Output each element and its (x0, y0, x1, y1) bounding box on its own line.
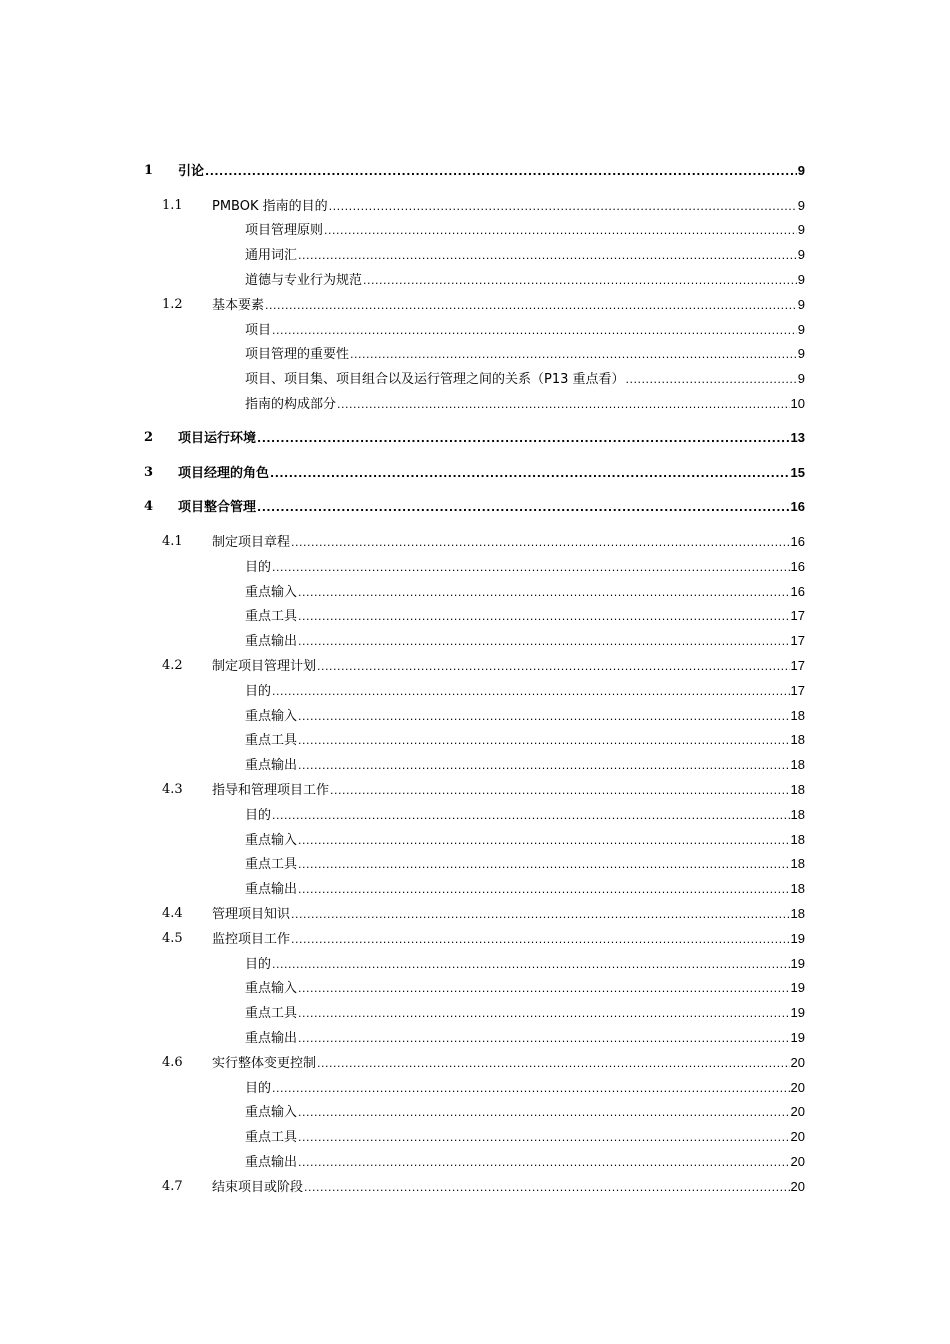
toc-leader-line (212, 195, 805, 218)
dot-leader (298, 245, 797, 267)
toc-entry-title: 重点输入 (245, 981, 298, 997)
toc-page-number: 20 (790, 1079, 805, 1095)
dot-leader (298, 830, 790, 852)
dot-leader (272, 954, 790, 976)
toc-page-number: 19 (790, 1029, 805, 1045)
dot-leader (298, 1152, 790, 1174)
toc-entry[interactable] (0, 531, 950, 553)
dot-leader (291, 904, 790, 926)
toc-entry-number: 4 (144, 499, 154, 515)
toc-leader-line (178, 160, 805, 183)
toc-entry[interactable] (0, 1126, 950, 1148)
toc-entry[interactable] (0, 160, 950, 182)
toc-entry-title: 重点输出 (245, 882, 298, 898)
toc-entry-title: 项目 (245, 322, 272, 338)
toc-page-number: 9 (797, 271, 805, 287)
toc-entry-title: 项目运行环境 (178, 431, 257, 447)
toc-entry-title: 道德与专业行为规范 (245, 272, 363, 288)
toc-leader-line (212, 294, 805, 317)
toc-entry-title: 目的 (245, 956, 272, 972)
toc-page-number: 9 (797, 163, 805, 178)
toc-page-number: 16 (790, 583, 805, 599)
toc-entry-title: 目的 (245, 807, 272, 823)
toc-entry[interactable] (0, 343, 950, 365)
dot-leader (304, 1177, 790, 1199)
toc-leader-line (245, 953, 805, 976)
toc-page-number: 17 (790, 633, 805, 649)
toc-entry-title: 项目整合管理 (178, 500, 257, 516)
toc-entry[interactable] (0, 1077, 950, 1099)
toc-page-number: 18 (790, 707, 805, 723)
dot-leader (298, 706, 790, 728)
toc-leader-line (245, 1101, 805, 1124)
toc-page-number: 18 (790, 781, 805, 797)
toc-entry-title: 项目管理原则 (245, 223, 324, 239)
toc-entry[interactable] (0, 1052, 950, 1074)
dot-leader (298, 755, 790, 777)
toc-leader-line (245, 754, 805, 777)
toc-leader-line (178, 427, 805, 450)
toc-leader-line (245, 977, 805, 1000)
toc-page-number: 9 (797, 371, 805, 387)
dot-leader (298, 582, 790, 604)
toc-entry[interactable] (0, 605, 950, 627)
dot-leader (317, 656, 790, 678)
toc-leader-line (212, 655, 805, 678)
toc-leader-line (212, 928, 805, 951)
toc-entry-title: PMBOK 指南的目的 (212, 198, 328, 214)
toc-entry[interactable] (0, 655, 950, 677)
toc-entry[interactable] (0, 729, 950, 751)
dot-leader (298, 978, 790, 1000)
dot-leader (329, 196, 797, 218)
toc-page-number: 20 (790, 1054, 805, 1070)
toc-leader-line (245, 804, 805, 827)
dot-leader (272, 557, 790, 579)
toc-leader-line (178, 496, 805, 519)
toc-entry-title: 目的 (245, 1080, 272, 1096)
toc-entry[interactable] (0, 953, 950, 975)
toc-entry[interactable] (0, 269, 950, 291)
toc-entry-title: 重点工具 (245, 1006, 298, 1022)
toc-leader-line (245, 605, 805, 628)
toc-leader-line (212, 903, 805, 926)
toc-entry[interactable] (0, 1151, 950, 1173)
dot-leader (205, 161, 797, 183)
dot-leader (298, 606, 790, 628)
toc-entry-title: 实行整体变更控制 (212, 1055, 317, 1071)
toc-entry-number: 4.2 (162, 657, 183, 673)
toc-page-number: 15 (790, 464, 805, 480)
dot-leader (317, 1053, 790, 1075)
toc-page-number: 19 (790, 955, 805, 971)
toc-entry-title: 重点工具 (245, 733, 298, 749)
toc-entry[interactable] (0, 195, 950, 217)
toc-leader-line (245, 630, 805, 653)
toc-page-number: 9 (797, 222, 805, 238)
toc-leader-line (212, 1052, 805, 1075)
toc-entry-title: 重点输出 (245, 1030, 298, 1046)
toc-entry[interactable] (0, 977, 950, 999)
toc-entry-number: 4.5 (162, 930, 183, 946)
toc-leader-line (245, 878, 805, 901)
toc-entry-title: 重点输入 (245, 1105, 298, 1121)
dot-leader (291, 532, 790, 554)
dot-leader (272, 1078, 790, 1100)
dot-leader (298, 1028, 790, 1050)
toc-entry[interactable] (0, 319, 950, 341)
toc-entry-number: 2 (144, 430, 154, 446)
toc-entry-title: 重点输出 (245, 1154, 298, 1170)
toc-page-number: 9 (797, 247, 805, 263)
toc-entry[interactable] (0, 462, 950, 484)
toc-entry-number: 3 (144, 464, 154, 480)
dot-leader (257, 428, 790, 450)
dot-leader (272, 320, 797, 342)
toc-entry[interactable] (0, 496, 950, 518)
toc-entry[interactable] (0, 1002, 950, 1024)
toc-entry-number: 4.4 (162, 905, 183, 921)
dot-leader (272, 805, 790, 827)
toc-entry-title: 指南的构成部分 (245, 396, 337, 412)
toc-leader-line (245, 853, 805, 876)
toc-entry-title: 目的 (245, 559, 272, 575)
toc-entry-number: 4.6 (162, 1054, 183, 1070)
toc-entry-title: 监控项目工作 (212, 931, 291, 947)
toc-entry[interactable] (0, 829, 950, 851)
toc-entry-title: 制定项目管理计划 (212, 658, 317, 674)
toc-page-number: 19 (790, 930, 805, 946)
toc-entry-title: 重点工具 (245, 857, 298, 873)
toc-entry[interactable] (0, 393, 950, 415)
toc-page-number: 18 (790, 856, 805, 872)
toc-leader-line (245, 368, 805, 391)
toc-page-number: 20 (790, 1178, 805, 1194)
toc-page-number: 10 (790, 395, 805, 411)
toc-page-number: 20 (790, 1129, 805, 1145)
toc-entry-title: 项目、项目集、项目组合以及运行管理之间的关系（P13 重点看） (245, 372, 625, 388)
toc-entry[interactable] (0, 219, 950, 241)
toc-leader-line (212, 779, 805, 802)
toc-leader-line (245, 1002, 805, 1025)
toc-entry[interactable] (0, 581, 950, 603)
dot-leader (298, 1127, 790, 1149)
toc-entry-title: 管理项目知识 (212, 906, 291, 922)
toc-leader-line (245, 680, 805, 703)
toc-page-number: 16 (790, 533, 805, 549)
toc-entry-title: 重点工具 (245, 1130, 298, 1146)
toc-entry-title: 项目管理的重要性 (245, 347, 350, 363)
dot-leader (298, 1003, 790, 1025)
dot-leader (298, 631, 790, 653)
toc-entry-title: 重点输出 (245, 758, 298, 774)
toc-leader-line (212, 531, 805, 554)
toc-entry-title: 通用词汇 (245, 248, 298, 264)
toc-leader-line (245, 269, 805, 292)
toc-leader-line (245, 343, 805, 366)
toc-leader-line (245, 219, 805, 242)
toc-entry[interactable] (0, 804, 950, 826)
toc-page-number: 18 (790, 831, 805, 847)
toc-page-number: 17 (790, 657, 805, 673)
toc-entry-number: 4.7 (162, 1178, 183, 1194)
dot-leader (626, 369, 797, 391)
dot-leader (350, 344, 797, 366)
toc-entry-number: 4.1 (162, 533, 183, 549)
dot-leader (270, 463, 790, 485)
toc-page-number: 16 (790, 499, 805, 515)
toc-page-number: 9 (797, 346, 805, 362)
toc-entry[interactable] (0, 754, 950, 776)
toc-entry[interactable] (0, 244, 950, 266)
toc-leader-line (245, 319, 805, 342)
toc-page-number: 13 (790, 430, 805, 446)
toc-leader-line (245, 1126, 805, 1149)
toc-entry[interactable] (0, 294, 950, 316)
toc-page-number: 16 (790, 558, 805, 574)
toc-entry[interactable] (0, 630, 950, 652)
toc-page-number: 9 (797, 296, 805, 312)
toc-entry-title: 重点输入 (245, 708, 298, 724)
toc-page-number: 9 (797, 197, 805, 213)
toc-entry[interactable] (0, 556, 950, 578)
toc-entry-number: 4.3 (162, 781, 183, 797)
toc-page-number: 20 (790, 1104, 805, 1120)
toc-entry-number: 1 (144, 163, 154, 178)
toc-entry[interactable] (0, 368, 950, 390)
toc-page-number: 17 (790, 682, 805, 698)
toc-leader-line (245, 729, 805, 752)
toc-entry[interactable] (0, 1027, 950, 1049)
toc-entry-title: 目的 (245, 683, 272, 699)
toc-entry[interactable] (0, 779, 950, 801)
dot-leader (257, 497, 790, 519)
dot-leader (272, 681, 790, 703)
toc-entry[interactable] (0, 680, 950, 702)
toc-entry[interactable] (0, 928, 950, 950)
toc-leader-line (245, 581, 805, 604)
toc-entry-number: 1.1 (162, 197, 183, 213)
dot-leader (330, 780, 790, 802)
toc-entry-title: 项目经理的角色 (178, 465, 270, 481)
toc-leader-line (245, 244, 805, 267)
toc-entry[interactable] (0, 878, 950, 900)
dot-leader (265, 295, 797, 317)
dot-leader (298, 854, 790, 876)
toc-page-number: 17 (790, 608, 805, 624)
toc-leader-line (245, 705, 805, 728)
toc-page-number: 18 (790, 757, 805, 773)
toc-entry-title: 制定项目章程 (212, 534, 291, 550)
toc-entry-number: 1.2 (162, 296, 183, 312)
toc-entry-title: 指导和管理项目工作 (212, 782, 330, 798)
toc-entry[interactable] (0, 1176, 950, 1198)
dot-leader (298, 1102, 790, 1124)
toc-entry-title: 基本要素 (212, 297, 265, 313)
toc-entry-title: 重点输入 (245, 584, 298, 600)
toc-page-number: 18 (790, 732, 805, 748)
toc-entry-title: 结束项目或阶段 (212, 1179, 304, 1195)
toc-leader-line (245, 1151, 805, 1174)
toc-entry-title: 重点输入 (245, 832, 298, 848)
dot-leader (298, 730, 790, 752)
dot-leader (363, 270, 797, 292)
toc-leader-line (245, 1077, 805, 1100)
toc-page-number: 9 (797, 321, 805, 337)
toc-leader-line (212, 1176, 805, 1199)
toc-page-number: 18 (790, 881, 805, 897)
toc-page-number: 20 (790, 1153, 805, 1169)
toc-entry[interactable] (0, 427, 950, 449)
toc-entry[interactable] (0, 853, 950, 875)
dot-leader (298, 879, 790, 901)
toc-page-number: 19 (790, 980, 805, 996)
toc-leader-line (245, 556, 805, 579)
toc-page-number: 18 (790, 905, 805, 921)
toc-leader-line (245, 829, 805, 852)
toc-page-number: 18 (790, 806, 805, 822)
toc-entry[interactable] (0, 1101, 950, 1123)
dot-leader (291, 929, 790, 951)
toc-page-number: 19 (790, 1005, 805, 1021)
toc-leader-line (245, 1027, 805, 1050)
toc-entry-title: 重点输出 (245, 634, 298, 650)
toc-entry[interactable] (0, 903, 950, 925)
dot-leader (337, 394, 790, 416)
toc-leader-line (245, 393, 805, 416)
toc-leader-line (178, 462, 805, 485)
toc-entry-title: 引论 (178, 164, 205, 179)
dot-leader (324, 220, 797, 242)
toc-entry-title: 重点工具 (245, 609, 298, 625)
toc-entry[interactable] (0, 705, 950, 727)
